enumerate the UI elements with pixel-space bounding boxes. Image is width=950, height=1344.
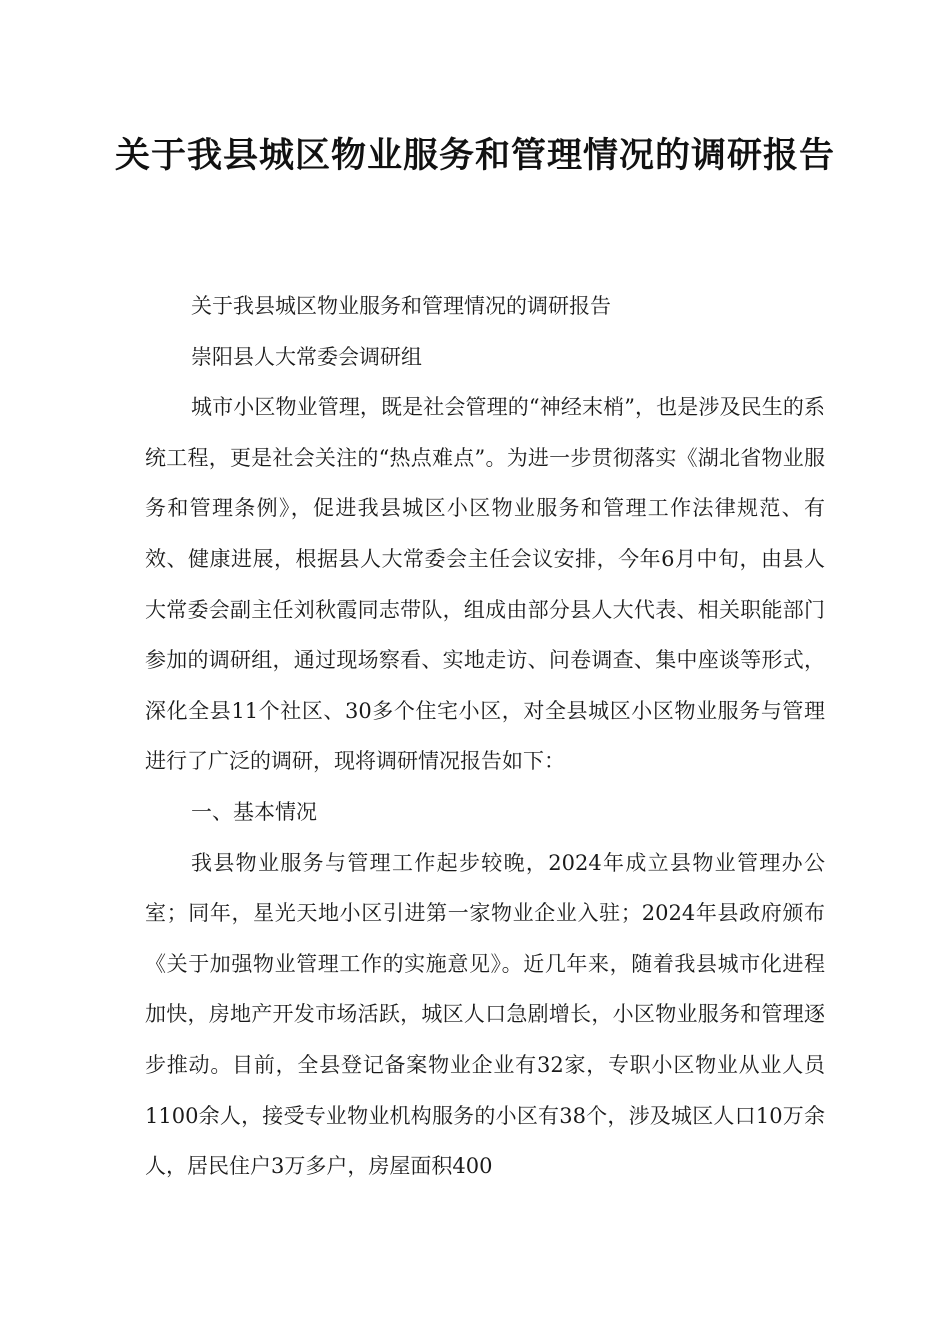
author-paragraph: 崇阳县人大常委会调研组 [191,344,422,369]
section-heading: 一、基本情况 [191,799,317,824]
document-title: 关于我县城区物业服务和管理情况的调研报告 [114,136,835,176]
document-body [145,281,825,1192]
basic-situation-paragraph: 我县物业服务与管理工作起步较晚，2024年成立县物业管理办公室；同年，星光天地小区引进第一家物业企业入驻；2024年县政府颁布《关于加强物业管理工作的实施意见》。近几年来，随着我县城市化进程加快，房地产开发市场活跃，城区人口急剧增长，小区物业服务和管理逐步推动。目前，全县登记备案物业企业有32家，专职小区物业从业人员1100余人，接受专业物业机构服务的小区有38个，涉及城区人口10万余人，居民住户3万多户，房屋面积400 [145,850,825,1179]
intro-paragraph: 城市小区物业管理，既是社会管理的“神经末梢”，也是涉及民生的系统工程，更是社会关注的“热点难点”。为进一步贯彻落实《湖北省物业服务和管理条例》，促进我县城区小区物业服务和管理工作法律规范、有效、健康进展，根据县人大常委会主任会议安排，今年6月中旬，由县人大常委会副主任刘秋霞同志带队，组成由部分县人大代表、相关职能部门参加的调研组，通过现场察看、实地走访、问卷调查、集中座谈等形式，深化全县11个社区、30多个住宅小区，对全县城区小区物业服务与管理进行了广泛的调研，现将调研情况报告如下： [145,395,825,774]
subtitle-paragraph: 关于我县城区物业服务和管理情况的调研报告 [191,294,611,318]
